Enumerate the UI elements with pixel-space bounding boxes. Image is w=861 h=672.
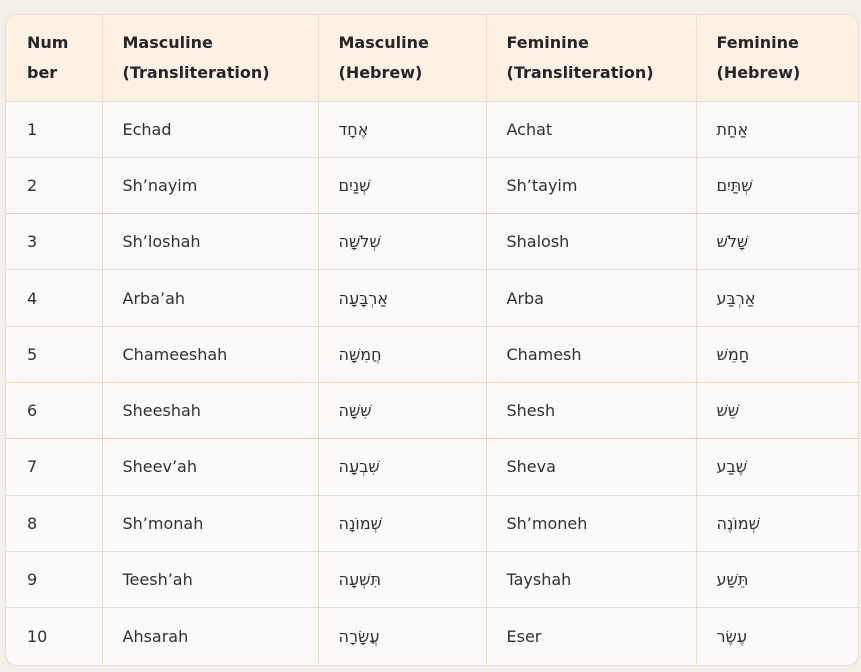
cell-feminine-transliteration <box>486 270 696 326</box>
cell-masculine-hebrew <box>318 608 486 664</box>
cell-feminine-transliteration <box>486 214 696 270</box>
cell-number-text: 3 <box>27 232 38 252</box>
cell-number-text: 10 <box>27 626 48 646</box>
cell-feminine-transliteration <box>486 326 696 382</box>
cell-feminine-transliteration <box>486 439 696 495</box>
cell-feminine-hebrew <box>696 382 858 438</box>
cell-feminine-hebrew-text: שְׁמוֹנֶה <box>716 513 760 533</box>
cell-masculine-transliteration <box>102 157 318 213</box>
cell-masculine-transliteration-text: Sh’monah <box>122 513 204 533</box>
cell-masculine-hebrew-text: חֲמִשָּׁה <box>338 344 382 364</box>
cell-masculine-transliteration <box>102 326 318 382</box>
header-masculine-hebrew: Masculine (Hebrew) <box>318 15 486 101</box>
cell-masculine-transliteration <box>102 101 318 157</box>
cell-masculine-hebrew <box>318 270 486 326</box>
cell-feminine-hebrew <box>696 608 858 664</box>
cell-feminine-hebrew <box>696 439 858 495</box>
cell-feminine-hebrew-text: חָמֵשׁ <box>716 344 750 364</box>
header-masculine-transliteration: Masculine (Transliteration) <box>102 15 318 101</box>
cell-number-text: 1 <box>27 119 38 139</box>
cell-feminine-hebrew <box>696 270 858 326</box>
cell-number <box>6 439 102 495</box>
cell-feminine-hebrew <box>696 214 858 270</box>
cell-feminine-transliteration <box>486 495 696 551</box>
cell-feminine-transliteration-text: Tayshah <box>506 570 572 590</box>
cell-masculine-transliteration-text: Ahsarah <box>122 626 189 646</box>
cell-number-text: 2 <box>27 175 38 195</box>
cell-number <box>6 157 102 213</box>
cell-feminine-transliteration-text: Shesh <box>506 401 556 421</box>
cell-feminine-hebrew-text: אַרְבַּע <box>716 288 756 308</box>
cell-masculine-hebrew-text: תִּשְׁעָה <box>338 570 381 590</box>
cell-feminine-hebrew <box>696 495 858 551</box>
cell-number <box>6 608 102 664</box>
cell-feminine-transliteration-text: Sh’tayim <box>506 175 578 195</box>
cell-masculine-hebrew-text: שִׁשָּׁה <box>338 401 372 421</box>
cell-masculine-hebrew-text: שְׁמוֹנָה <box>338 513 382 533</box>
header-feminine-transliteration: Feminine (Transliteration) <box>486 15 696 101</box>
cell-masculine-hebrew-text: שְׁנַיִם <box>338 175 371 195</box>
cell-masculine-hebrew-text: עֲשָׂרָה <box>338 626 380 646</box>
table-header <box>6 15 858 101</box>
cell-feminine-hebrew-text: שֶׁבַע <box>716 457 748 477</box>
cell-masculine-transliteration-text: Teesh’ah <box>122 570 193 590</box>
cell-masculine-hebrew-text: שִׁבְעָה <box>338 457 380 477</box>
cell-masculine-hebrew-text: שְׁלֹשָׁה <box>338 232 381 252</box>
table-row <box>6 382 858 438</box>
cell-number-text: 6 <box>27 401 38 421</box>
cell-masculine-hebrew <box>318 157 486 213</box>
cell-masculine-hebrew <box>318 439 486 495</box>
cell-masculine-transliteration <box>102 608 318 664</box>
cell-feminine-transliteration-text: Arba <box>506 288 544 308</box>
cell-masculine-hebrew <box>318 495 486 551</box>
cell-number-text: 9 <box>27 570 38 590</box>
cell-masculine-transliteration-text: Chameeshah <box>122 344 228 364</box>
cell-masculine-transliteration-text: Arba’ah <box>122 288 186 308</box>
cell-feminine-transliteration-text: Eser <box>506 626 542 646</box>
cell-number <box>6 326 102 382</box>
table-row <box>6 608 858 664</box>
cell-masculine-transliteration <box>102 495 318 551</box>
cell-masculine-transliteration <box>102 214 318 270</box>
cell-masculine-hebrew <box>318 382 486 438</box>
cell-number <box>6 382 102 438</box>
cell-masculine-transliteration-text: Sh’nayim <box>122 175 198 195</box>
cell-feminine-hebrew-text: שֵׁשׁ <box>716 401 740 421</box>
cell-feminine-transliteration <box>486 382 696 438</box>
cell-masculine-hebrew <box>318 214 486 270</box>
cell-number-text: 4 <box>27 288 38 308</box>
cell-number <box>6 214 102 270</box>
cell-number-text: 5 <box>27 344 38 364</box>
cell-feminine-transliteration-text: Chamesh <box>506 344 582 364</box>
cell-feminine-transliteration-text: Sh’moneh <box>506 513 588 533</box>
header-feminine-hebrew: Feminine (Hebrew) <box>696 15 858 101</box>
table-row <box>6 495 858 551</box>
cell-masculine-transliteration <box>102 551 318 607</box>
cell-feminine-hebrew-text: עֶשֶׂר <box>716 626 748 646</box>
table-body <box>6 101 858 664</box>
cell-feminine-hebrew <box>696 157 858 213</box>
cell-masculine-hebrew <box>318 101 486 157</box>
cell-feminine-hebrew-text: תֵּשַׁע <box>716 570 749 590</box>
cell-number <box>6 101 102 157</box>
table-row <box>6 439 858 495</box>
cell-masculine-transliteration-text: Sheev’ah <box>122 457 197 477</box>
cell-feminine-transliteration <box>486 551 696 607</box>
cell-feminine-transliteration-text: Achat <box>506 119 553 139</box>
cell-number-text: 8 <box>27 513 38 533</box>
cell-feminine-transliteration-text: Shalosh <box>506 232 570 252</box>
table-row <box>6 326 858 382</box>
table-row <box>6 270 858 326</box>
header-number: Num ber <box>6 15 102 101</box>
cell-masculine-transliteration <box>102 270 318 326</box>
cell-masculine-transliteration-text: Sheeshah <box>122 401 201 421</box>
cell-feminine-hebrew-text: שָׁלֹשׁ <box>716 232 749 252</box>
table-row <box>6 157 858 213</box>
cell-feminine-hebrew <box>696 551 858 607</box>
cell-feminine-hebrew-text: שְׁתַּיִם <box>716 175 753 195</box>
cell-number <box>6 495 102 551</box>
cell-masculine-hebrew-text: אֶחָד <box>338 119 369 139</box>
cell-feminine-transliteration <box>486 101 696 157</box>
cell-feminine-hebrew <box>696 326 858 382</box>
cell-masculine-transliteration <box>102 382 318 438</box>
cell-masculine-hebrew <box>318 551 486 607</box>
cell-feminine-transliteration <box>486 157 696 213</box>
cell-masculine-hebrew <box>318 326 486 382</box>
cell-feminine-hebrew <box>696 101 858 157</box>
cell-masculine-transliteration-text: Echad <box>122 119 172 139</box>
cell-masculine-transliteration <box>102 439 318 495</box>
header-row <box>6 15 858 101</box>
table-row <box>6 101 858 157</box>
cell-masculine-hebrew-text: אַרְבָּעָה <box>338 288 389 308</box>
cell-feminine-hebrew-text: אַחַת <box>716 119 749 139</box>
hebrew-numbers-table <box>6 15 858 664</box>
cell-feminine-transliteration-text: Sheva <box>506 457 556 477</box>
cell-number <box>6 270 102 326</box>
table-row <box>6 214 858 270</box>
cell-feminine-transliteration <box>486 608 696 664</box>
cell-number <box>6 551 102 607</box>
table-row <box>6 551 858 607</box>
numbers-table-card <box>5 14 859 666</box>
cell-masculine-transliteration-text: Sh’loshah <box>122 232 201 252</box>
cell-number-text: 7 <box>27 457 38 477</box>
